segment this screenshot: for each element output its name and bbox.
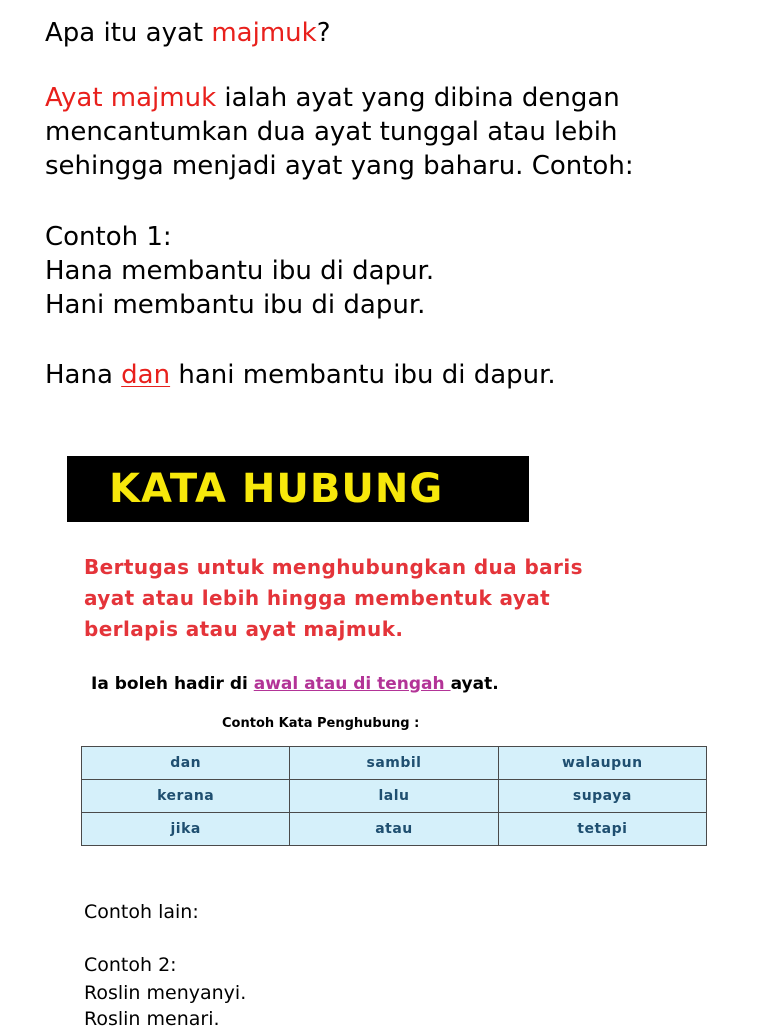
combined-suffix: hani membantu ibu di dapur. [170,360,556,390]
example-1-sentence-1: Hana membantu ibu di dapur. [45,256,435,286]
question-heading [45,16,331,50]
banner-title: KATA HUBUNG [109,466,444,512]
example-2-heading: Contoh 2: [84,954,177,976]
example-1-sentence-2: Hani membantu ibu di dapur. [45,290,426,320]
table-cell: supaya [498,780,706,813]
position-note [91,674,499,694]
example-1-combined [45,358,556,392]
example-1-heading: Contoh 1: [45,222,172,252]
table-cell: kerana [82,780,290,813]
table-row [82,780,707,813]
combined-conjunction: dan [121,360,171,390]
definition-line-3: sehingga menjadi ayat yang baharu. Contoh: [45,151,634,181]
definition-line-1-text: ialah ayat yang dibina dengan [216,83,620,113]
definition-line-2: mencantumkan dua ayat tunggal atau lebih [45,117,618,147]
table-row [82,747,707,780]
conjunction-table [81,746,707,846]
example-2-sentence-1: Roslin menyanyi. [84,982,247,1004]
table-caption: Contoh Kata Penghubung : [222,716,420,731]
table-cell: dan [82,747,290,780]
description-line-2: ayat atau lebih hingga membentuk ayat [84,586,551,610]
example-2-sentence-2: Roslin menari. [84,1008,220,1030]
combined-prefix: Hana [45,360,122,390]
kata-hubung-banner [67,456,529,522]
other-example-intro: Contoh lain: [84,901,199,923]
position-note-highlight: awal atau di tengah [253,674,451,694]
position-note-prefix: Ia boleh hadir di [91,674,254,694]
table-cell: tetapi [498,813,706,846]
description-line-1: Bertugas untuk menghubungkan dua baris [84,555,583,579]
table-row [82,813,707,846]
definition-highlight: Ayat majmuk [45,83,217,113]
definition-line-1 [45,81,620,115]
description-line-3: berlapis atau ayat majmuk. [84,617,404,641]
position-note-suffix: ayat. [450,674,499,694]
question-prefix: Apa itu ayat [45,18,212,48]
table-cell: jika [82,813,290,846]
table-cell: walaupun [498,747,706,780]
table-cell: lalu [290,780,498,813]
question-highlight: majmuk [211,18,317,48]
question-suffix: ? [316,18,331,48]
table-cell: sambil [290,747,498,780]
table-cell: atau [290,813,498,846]
